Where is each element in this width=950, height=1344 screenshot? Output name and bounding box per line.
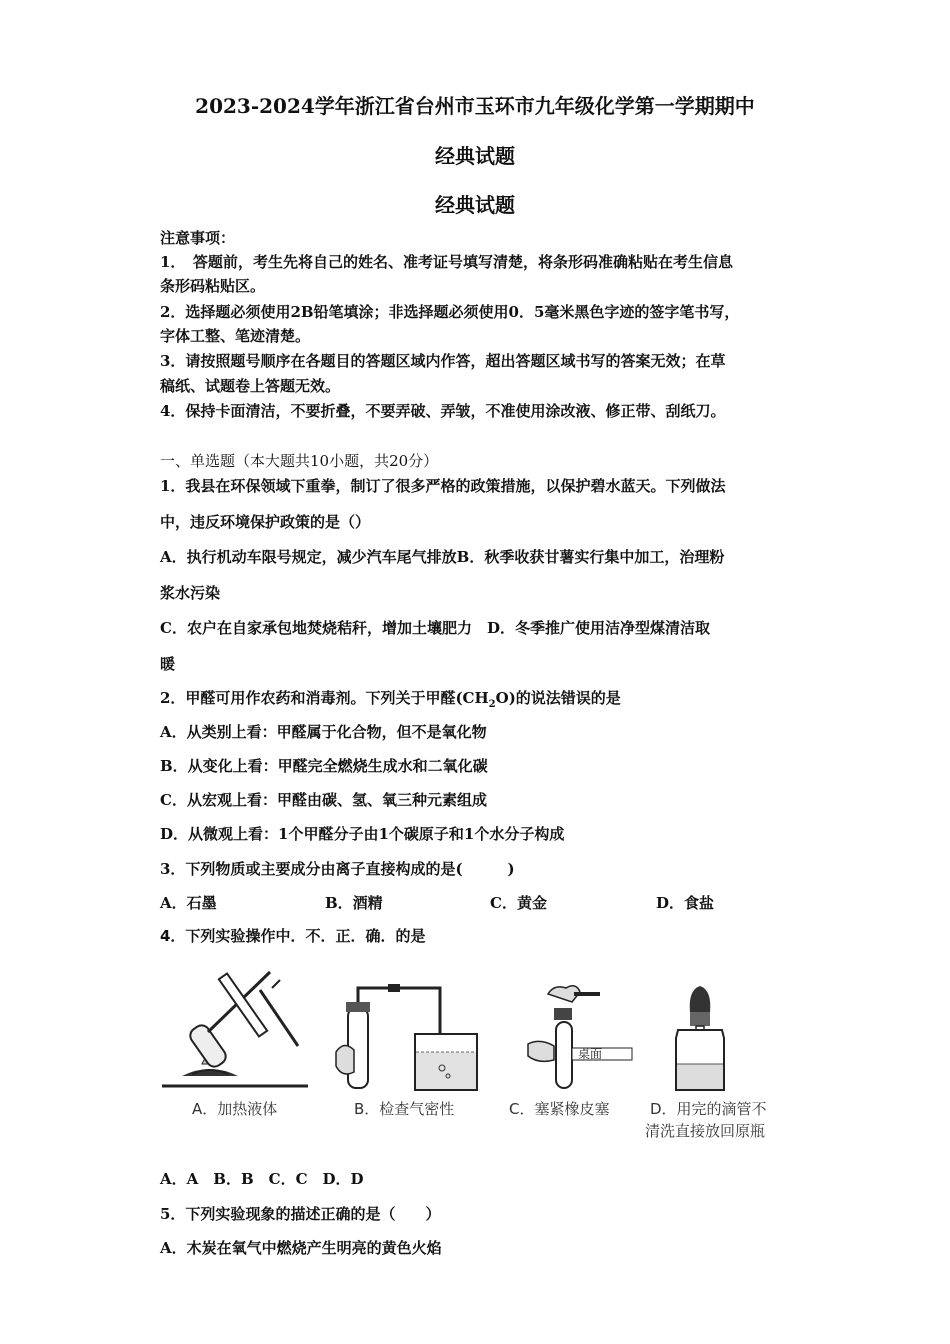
q2-option-d: D．从微观上看：1个甲醛分子由1个碳原子和1个水分子构成 [160,825,565,843]
q3-stem: 3．下列物质或主要成分由离子直接构成的是( ) [160,860,515,878]
q2-option-a: A．从类别上看：甲醛属于化合物，但不是氧化物 [160,723,487,741]
figure-heating-liquid [160,962,310,1094]
notice-line-1: 1． 答题前，考生先将自己的姓名、准考证号填写清楚，将条形码准确粘贴在考生信息 [160,253,733,271]
q2-stem-post: O)的说法错误的是 [495,689,621,707]
notice-heading: 注意事项： [160,229,236,247]
caption-b: B．检查气密性 [354,1100,455,1118]
notice-line-6: 稿纸、试题卷上答题无效。 [160,377,341,395]
caption-d-2: 清洗直接放回原瓶 [645,1122,766,1140]
q1-stem-2: 中，违反环境保护政策的是（） [160,513,371,531]
q1-option-ab-2: 浆水污染 [160,584,221,602]
q2-stem-subscript: 2 [488,699,496,710]
exam-title-line2: 经典试题 [435,144,515,168]
q5-option-a: A．木炭在氧气中燃烧产生明亮的黄色火焰 [160,1239,442,1257]
q2-option-c: C．从宏观上看：甲醛由碳、氢、氧三种元素组成 [160,791,487,809]
q2-stem [160,688,621,715]
q1-option-cd-2: 暖 [160,655,176,673]
q3-option-b: B．酒精 [325,894,383,912]
q4-options: A．A B．B C．C D．D [160,1170,364,1188]
notice-line-4: 字体工整、笔迹清楚。 [160,327,311,345]
q1-stem-1: 1．我县在环保领域下重拳，制订了很多严格的政策措施，以保护碧水蓝天。下列做法 [160,477,726,495]
notice-line-5: 3．请按照题号顺序在各题目的答题区域内作答，超出答题区域书写的答案无效；在草 [160,352,726,370]
caption-c: C．塞紧橡皮塞 [509,1100,610,1118]
q4-stem: 4．下列实验操作中．不．正．确．的是 [160,927,426,945]
q2-stem-pre: 2．甲醛可用作农药和消毒剂。下列关于甲醛(CH [160,689,489,707]
figure-airtightness-check [330,980,490,1092]
q3-option-a: A．石墨 [160,894,217,912]
exam-title-line1: 2023-2024学年浙江省台州市玉环市九年级化学第一学期期中 [195,94,755,118]
q2-option-b: B．从变化上看：甲醛完全燃烧生成水和二氧化碳 [160,757,488,775]
exam-title-line3: 经典试题 [435,193,515,217]
notice-line-7: 4．保持卡面清洁，不要折叠，不要弄破、弄皱，不准使用涂改液、修正带、刮纸刀。 [160,402,726,420]
q3-option-c: C．黄金 [490,894,547,912]
q5-stem: 5．下列实验现象的描述正确的是（ ） [160,1205,441,1223]
q3-option-d: D．食盐 [656,894,715,912]
section-heading: 一、单选题（本大题共10小题，共20分） [160,452,439,470]
label-desktop: 桌面 [578,1047,603,1061]
figure-dropper-bottle [660,982,740,1094]
caption-a: A．加热液体 [192,1100,278,1118]
notice-line-2: 条形码粘贴区。 [160,277,266,295]
caption-d-1: D．用完的滴管不 [650,1100,767,1118]
figure-rubber-stopper [520,982,640,1094]
q1-option-cd-1: C．农户在自家承包地焚烧秸秆，增加土壤肥力 D．冬季推广使用洁净型煤清洁取 [160,619,710,637]
q1-option-ab-1: A．执行机动车限号规定，减少汽车尾气排放B．秋季收获甘薯实行集中加工，治理粉 [160,548,725,566]
notice-line-3: 2．选择题必须使用2B铅笔填涂；非选择题必须使用0．5毫米黑色字迹的签字笔书写， [160,303,740,321]
